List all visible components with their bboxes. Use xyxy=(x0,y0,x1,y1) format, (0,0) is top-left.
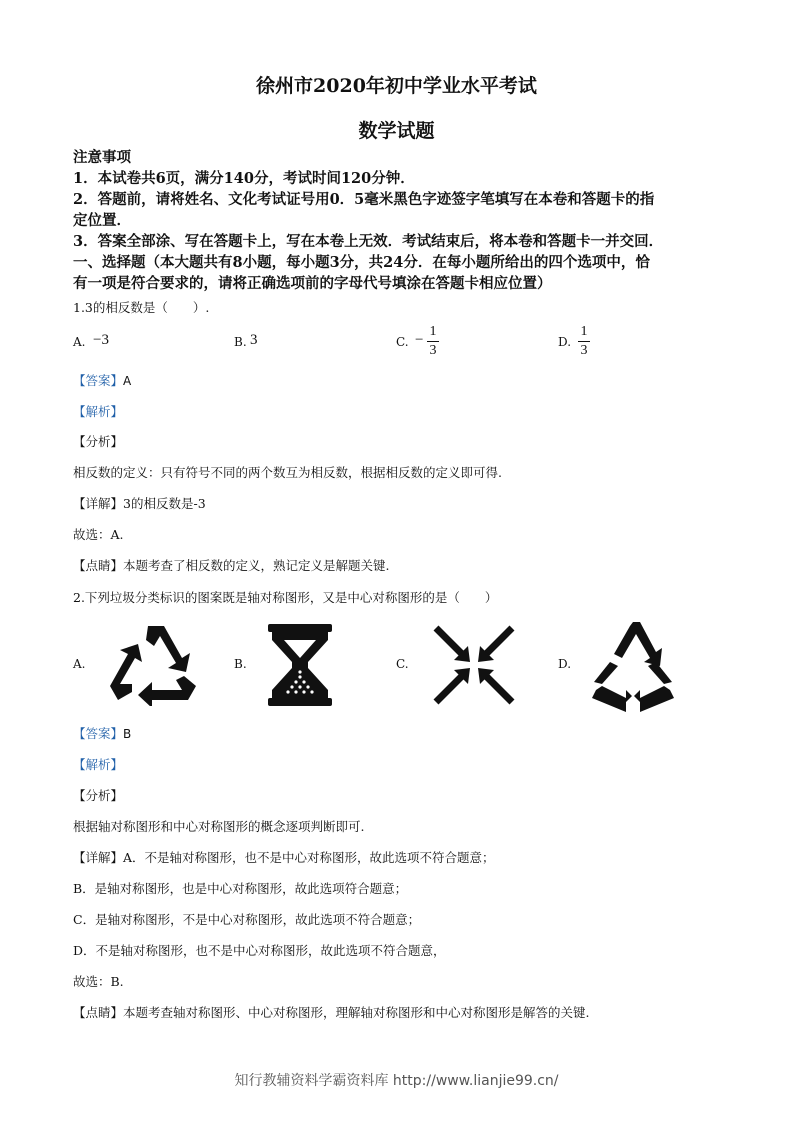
q1-option-c-label: C. xyxy=(396,335,409,349)
q2-xiangjie-a xyxy=(73,848,495,866)
recycle-cross-icon xyxy=(590,618,676,714)
q2-fenxi-tag: 【分析】 xyxy=(73,788,124,803)
q2-option-d-label: D. xyxy=(558,657,572,671)
q1-option-b-label: B. xyxy=(234,335,247,349)
q1-option-d-fraction xyxy=(578,325,590,358)
xiangjie-tag: 【详解】 xyxy=(73,496,124,511)
notice-line-2a: 2．答题前，请将姓名、文化考试证号用0．5毫米黑色字迹签字笔填写在本卷和答题卡的指 xyxy=(73,191,655,208)
q1-answer xyxy=(73,371,131,389)
hourglass-icon xyxy=(266,622,334,708)
q1-xiangjie xyxy=(73,494,206,512)
page-title: 徐州市2020年初中学业水平考试 xyxy=(256,75,537,97)
q1-option-b-value: 3 xyxy=(250,332,258,348)
q1-option-c-denominator: 3 xyxy=(429,343,437,358)
q1-option-a-label: A. xyxy=(73,335,86,349)
q1-option-c-fraction xyxy=(427,325,439,358)
q2-xiangjie-b: B．是轴对称图形，也是中心对称图形，故此选项符合题意； xyxy=(73,881,408,896)
fraction-bar xyxy=(427,341,439,342)
page-subtitle: 数学试题 xyxy=(358,120,435,142)
notice-heading: 注意事项 xyxy=(73,149,131,166)
q1-fenxi-text: 相反数的定义：只有符号不同的两个数互为相反数，根据相反数的定义即可得. xyxy=(73,465,502,480)
q2-stem: 2.下列垃圾分类标识的图案既是轴对称图形，又是中心对称图形的是（ ） xyxy=(73,590,498,605)
q2-guxuan: 故选：B. xyxy=(73,974,124,989)
inward-arrows-icon xyxy=(432,624,516,706)
dianjing-tag: 【点睛】 xyxy=(73,1005,124,1020)
q1-option-a-value: −3 xyxy=(93,332,109,348)
fraction-bar xyxy=(578,341,590,342)
dianjing-tag: 【点睛】 xyxy=(73,558,124,573)
section1-line-2: 有一项是符合要求的，请将正确选项前的字母代号填涂在答题卡相应位置） xyxy=(73,275,552,292)
recycle-triangle-icon xyxy=(108,620,204,706)
q1-option-d-numerator: 1 xyxy=(580,324,588,339)
dianjing-text: 本题考查了相反数的定义，熟记定义是解题关键. xyxy=(123,558,390,573)
dianjing-text: 本题考查轴对称图形、中心对称图形，理解轴对称图形和中心对称图形是解答的关键. xyxy=(123,1005,590,1020)
q2-option-c-label: C. xyxy=(396,657,409,671)
q1-jiexi-tag: 【解析】 xyxy=(73,404,124,419)
answer-tag: 【答案】 xyxy=(73,726,124,741)
notice-line-1: 1．本试卷共6页，满分140分，考试时间120分钟． xyxy=(73,170,415,187)
q2-option-a-label: A. xyxy=(73,657,86,671)
q2-answer xyxy=(73,724,131,742)
notice-line-3: 3．答案全部涂、写在答题卡上，写在本卷上无效．考试结束后，将本卷和答题卡一并交回． xyxy=(73,233,664,250)
q1-fenxi-tag: 【分析】 xyxy=(73,434,124,449)
q2-jiexi-tag: 【解析】 xyxy=(73,757,124,772)
xiangjie-text: 3的相反数是-3 xyxy=(123,496,206,511)
q1-option-c-sign: − xyxy=(415,332,424,348)
section1-line-1: 一、选择题（本大题共有8小题，每小题3分，共24分．在每小题所给出的四个选项中，恰 xyxy=(73,254,650,271)
q2-fenxi-text: 根据轴对称图形和中心对称图形的概念逐项判断即可. xyxy=(73,819,365,834)
q2-option-b-label: B. xyxy=(234,657,247,671)
notice-line-2b: 定位置． xyxy=(73,212,131,229)
q2-xiangjie-d: D．不是轴对称图形，也不是中心对称图形，故此选项不符合题意， xyxy=(73,943,446,958)
q1-option-c-numerator: 1 xyxy=(429,324,437,339)
q1-dianjing xyxy=(73,556,390,574)
xiangjie-tag: 【详解】 xyxy=(73,850,124,865)
q1-option-d-label: D. xyxy=(558,335,572,349)
q1-guxuan: 故选：A. xyxy=(73,527,124,542)
answer-tag: 【答案】 xyxy=(73,373,124,388)
xiangjie-text: A．不是轴对称图形，也不是中心对称图形，故此选项不符合题意； xyxy=(123,850,495,865)
q2-xiangjie-c: C．是轴对称图形，不是中心对称图形，故此选项不符合题意； xyxy=(73,912,421,927)
answer-value: B xyxy=(123,727,132,741)
q2-dianjing xyxy=(73,1003,590,1021)
page-footer: 知行教辅资料学霸资料库 http://www.lianjie99.cn/ xyxy=(234,1073,559,1089)
answer-value: A xyxy=(123,374,132,388)
q1-option-d-denominator: 3 xyxy=(580,343,588,358)
q1-stem: 1.3的相反数是（ ）. xyxy=(73,300,210,315)
